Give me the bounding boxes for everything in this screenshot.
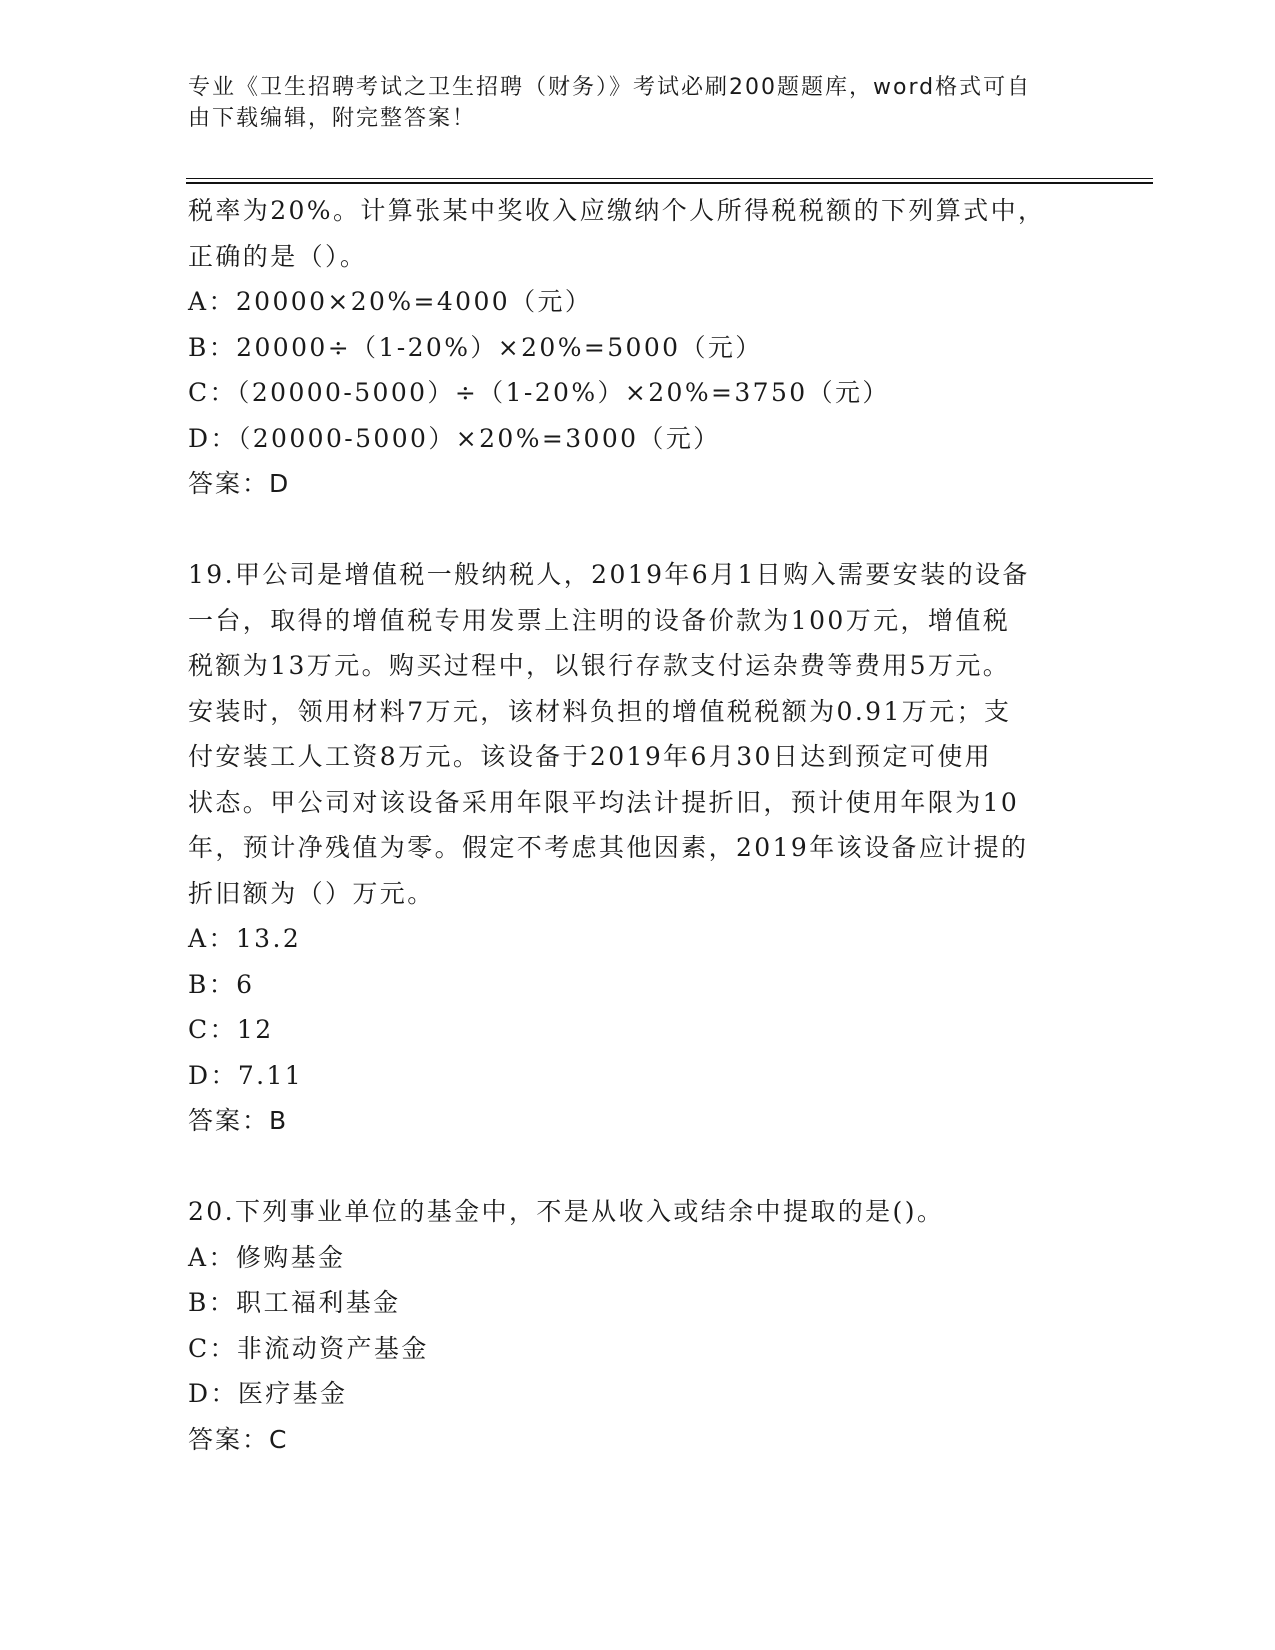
question-stem-line: 19.甲公司是增值税一般纳税人，2019年6月1日购入需要安装的设备 xyxy=(188,560,1030,589)
option-c: C：（20000-5000）÷（1-20%）×20%=3750（元） xyxy=(188,378,890,407)
header-rule-thick xyxy=(186,182,1153,184)
option-c: C：12 xyxy=(188,1015,274,1044)
option-b: B：职工福利基金 xyxy=(188,1288,401,1317)
option-d: D：7.11 xyxy=(188,1060,304,1090)
question-stem-line: 税率为20%。计算张某中奖收入应缴纳个人所得税税额的下列算式中， xyxy=(188,196,1046,225)
question-stem-line: 状态。甲公司对该设备采用年限平均法计提折旧，预计使用年限为10 xyxy=(188,787,1020,817)
answer-line: 答案：B xyxy=(188,1106,289,1135)
option-a: A：13.2 xyxy=(188,924,302,953)
question-stem-line: 税额为13万元。购买过程中，以银行存款支付运杂费等费用5万元。 xyxy=(188,651,1011,680)
option-d: D：（20000-5000）×20%=3000（元） xyxy=(188,423,721,453)
question-19 xyxy=(188,552,1088,1144)
document-header xyxy=(188,72,1068,134)
question-20 xyxy=(188,1189,1088,1462)
option-a: A：20000×20%=4000（元） xyxy=(188,287,593,316)
question-18 xyxy=(188,188,1088,507)
answer-line: 答案：C xyxy=(188,1424,289,1454)
option-b: B：20000÷（1-20%）×20%=5000（元） xyxy=(188,332,763,362)
question-stem-line: 正确的是（）。 xyxy=(188,241,368,271)
header-line-1: 专业《卫生招聘考试之卫生招聘（财务）》考试必刷200题题库，word格式可自 xyxy=(188,75,1032,100)
option-d: D：医疗基金 xyxy=(188,1379,348,1408)
document-body xyxy=(188,188,1088,1462)
question-stem-line: 安装时，领用材料7万元，该材料负担的增值税税额为0.91万元；支 xyxy=(188,696,1012,726)
question-stem-line: 一台，取得的增值税专用发票上注明的设备价款为100万元，增值税 xyxy=(188,605,1011,635)
option-c: C：非流动资产基金 xyxy=(188,1333,429,1363)
option-b: B：6 xyxy=(188,969,255,999)
answer-line: 答案：D xyxy=(188,469,291,498)
question-stem-line: 年，预计净残值为零。假定不考虑其他因素，2019年该设备应计提的 xyxy=(188,833,1029,862)
spacer xyxy=(188,507,1088,553)
spacer xyxy=(188,1144,1088,1190)
question-stem-line: 折旧额为（）万元。 xyxy=(188,878,435,908)
header-rule-thin xyxy=(186,178,1153,179)
question-stem-line: 付安装工人工资8万元。该设备于2019年6月30日达到预定可使用 xyxy=(188,742,993,771)
option-a: A：修购基金 xyxy=(188,1242,346,1272)
header-line-2: 由下载编辑，附完整答案！ xyxy=(188,106,477,131)
question-stem-line: 20.下列事业单位的基金中，不是从收入或结余中提取的是()。 xyxy=(188,1197,945,1226)
